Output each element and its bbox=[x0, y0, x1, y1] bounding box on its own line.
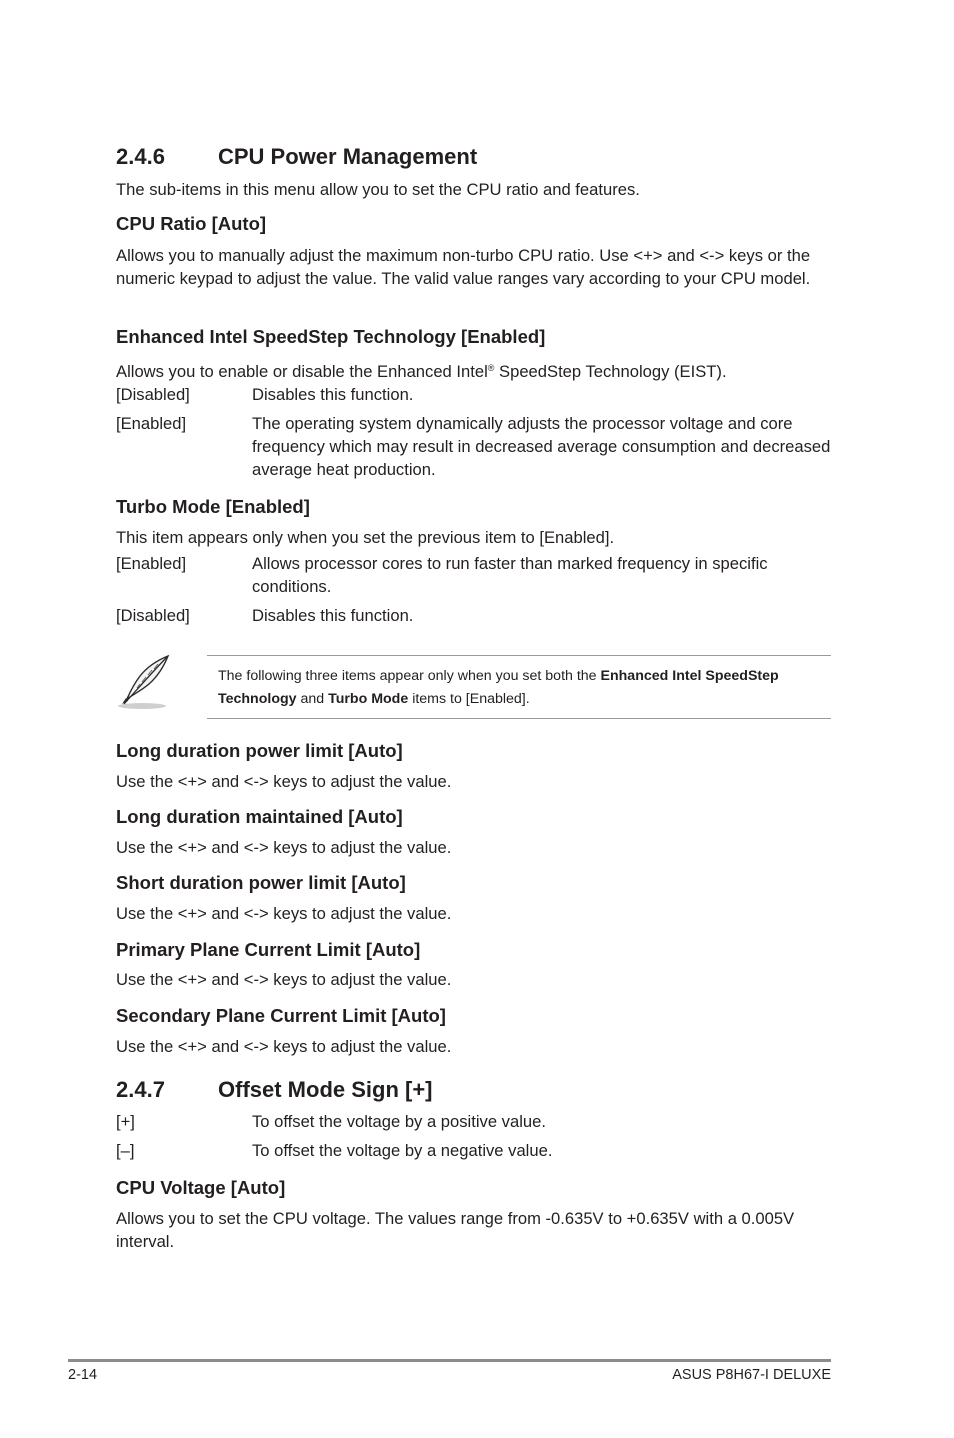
note-text bbox=[218, 665, 828, 711]
section-heading-2-4-6 bbox=[116, 144, 816, 172]
item-heading: Secondary Plane Current Limit [Auto] bbox=[116, 1005, 446, 1026]
note-top-rule bbox=[207, 655, 831, 656]
item-heading-eist: Enhanced Intel SpeedStep Technology [Enabled] bbox=[116, 326, 546, 347]
footer-rule bbox=[68, 1359, 831, 1362]
section-number: 2.4.7 bbox=[116, 1077, 165, 1102]
option-key: [Enabled] bbox=[116, 554, 187, 573]
item-heading-turbo-mode: Turbo Mode [Enabled] bbox=[116, 496, 310, 517]
option-key: [Enabled] bbox=[116, 414, 187, 433]
option-key: [Disabled] bbox=[116, 606, 190, 625]
item-desc: Use the <+> and <-> keys to adjust the value. bbox=[116, 970, 452, 989]
note-text-part: The following three items appear only when you set both the bbox=[218, 668, 601, 684]
item-desc: Use the <+> and <-> keys to adjust the value. bbox=[116, 1037, 452, 1056]
item-heading-cpu-ratio: CPU Ratio [Auto] bbox=[116, 213, 267, 234]
section-title: CPU Power Management bbox=[218, 144, 478, 169]
note-text-part: and bbox=[296, 691, 329, 707]
option-value: The operating system dynamically adjusts the processor voltage and core frequency which may result in decreased average consumption and decreased average heat production. bbox=[252, 414, 831, 479]
item-heading: Primary Plane Current Limit [Auto] bbox=[116, 939, 421, 960]
product-name: ASUS P8H67-I DELUXE bbox=[672, 1367, 831, 1383]
option-value: Disables this function. bbox=[252, 606, 414, 625]
item-desc-turbo-mode: This item appears only when you set the previous item to [Enabled]. bbox=[116, 528, 615, 547]
item-desc: Use the <+> and <-> keys to adjust the value. bbox=[116, 904, 452, 923]
item-desc-eist bbox=[116, 357, 828, 383]
item-heading: Long duration power limit [Auto] bbox=[116, 740, 403, 761]
item-desc: Use the <+> and <-> keys to adjust the value. bbox=[116, 838, 452, 857]
section-number: 2.4.6 bbox=[116, 144, 165, 169]
item-heading: Long duration maintained [Auto] bbox=[116, 806, 403, 827]
section-heading-2-4-7 bbox=[116, 1077, 816, 1105]
option-key: [Disabled] bbox=[116, 385, 190, 404]
option-value: To offset the voltage by a negative value. bbox=[252, 1141, 553, 1160]
eist-desc-after: SpeedStep Technology (EIST). bbox=[494, 362, 727, 381]
item-desc: Use the <+> and <-> keys to adjust the value. bbox=[116, 772, 452, 791]
item-desc-cpu-ratio: Allows you to manually adjust the maximum non-turbo CPU ratio. Use <+> and <-> keys or the numeric keypad to adjust the value. The valid value ranges vary according to your CPU model. bbox=[116, 246, 811, 288]
note-bottom-rule bbox=[207, 718, 831, 719]
option-key: [+] bbox=[116, 1112, 135, 1131]
note-feather-pen-icon bbox=[114, 654, 174, 710]
note-bold-term: Enhanced Intel SpeedStep Technology bbox=[218, 668, 779, 707]
option-key: [–] bbox=[116, 1141, 135, 1160]
registered-mark: ® bbox=[487, 363, 495, 373]
item-heading-cpu-voltage: CPU Voltage [Auto] bbox=[116, 1177, 286, 1198]
section-title: Offset Mode Sign [+] bbox=[218, 1077, 433, 1102]
option-value: Allows processor cores to run faster than marked frequency in specific conditions. bbox=[252, 554, 768, 596]
note-bold-term: Turbo Mode bbox=[328, 691, 409, 707]
item-heading: Short duration power limit [Auto] bbox=[116, 872, 406, 893]
note-text-part: items to [Enabled]. bbox=[408, 691, 530, 707]
item-desc-cpu-voltage: Allows you to set the CPU voltage. The values range from -0.635V to +0.635V with a 0.005V interval. bbox=[116, 1209, 795, 1251]
page-number: 2-14 bbox=[68, 1367, 98, 1383]
eist-desc-before: Allows you to enable or disable the Enhanced Intel bbox=[116, 362, 488, 381]
section-intro: The sub-items in this menu allow you to set the CPU ratio and features. bbox=[116, 180, 640, 199]
option-value: Disables this function. bbox=[252, 385, 414, 404]
option-value: To offset the voltage by a positive value. bbox=[252, 1112, 546, 1131]
